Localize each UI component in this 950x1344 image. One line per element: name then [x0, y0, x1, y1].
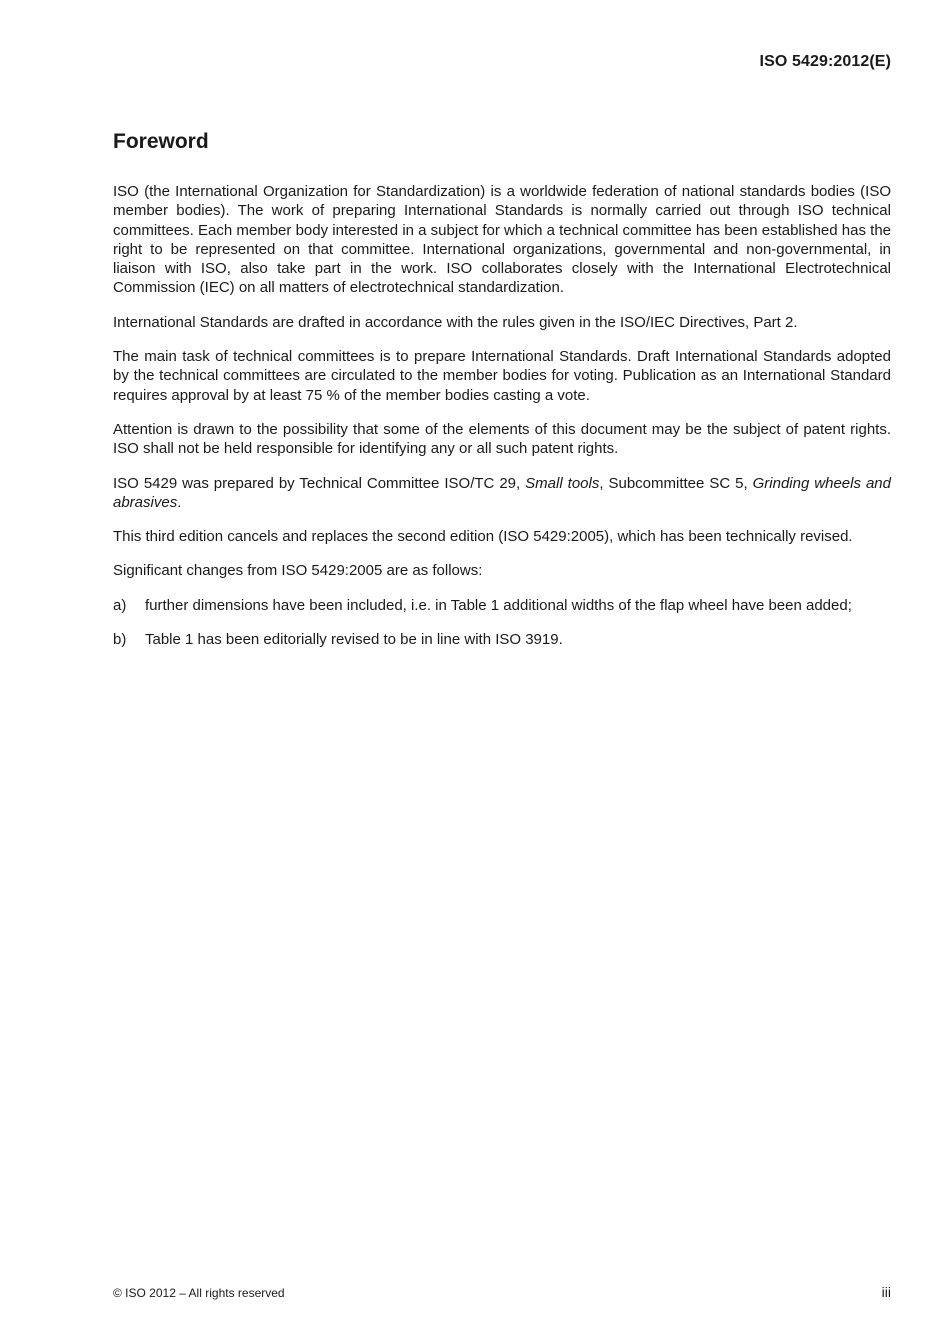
paragraph-changes-intro: Significant changes from ISO 5429:2005 are as follows: — [113, 562, 483, 580]
subcommittee-name: Grinding wheels and abrasives — [113, 474, 891, 511]
list-item-text: Table 1 has been editorially revised to be in line with ISO 3919. — [145, 631, 563, 649]
page-title: Foreword — [113, 130, 209, 153]
paragraph-iso-intro: ISO (the International Organization for Standardization) is a worldwide federation of national standards bodies (ISO member bodies). The work of preparing International Standards is normally carried out through ISO technical committees. Each member body interested in a subject for which a technical committee has been established has the right to be represented on that committee. International organizations, governmental and non-governmental, in liaison with ISO, also take part in the work. ISO collaborates closely with the International Electrotechnical Commission (IEC) on all matters of electrotechnical standardization. — [113, 183, 891, 297]
copyright-notice: © ISO 2012 – All rights reserved — [113, 1286, 285, 1300]
list-item — [113, 596, 891, 615]
paragraph-prepared-by — [113, 474, 891, 513]
paragraph-committees: The main task of technical committees is to prepare International Standards. Draft International Standards adopted by the technical committees are circulated to the member bodies for voting. Publication as an International Standard requires approval by at least 75 % of the member bodies casting a vote. — [113, 348, 891, 404]
prepared-by-text-3: . — [177, 493, 182, 511]
list-marker: b) — [113, 631, 127, 649]
document-id: ISO 5429:2012(E) — [759, 53, 891, 70]
committee-name: Small tools — [525, 474, 600, 492]
paragraph-edition: This third edition cancels and replaces the second edition (ISO 5429:2005), which has been technically revised. — [113, 528, 853, 546]
page-number: iii — [881, 1284, 891, 1300]
list-item-text: further dimensions have been included, i.e. in Table 1 additional widths of the flap wheel have been added; — [145, 596, 852, 614]
list-item — [113, 630, 891, 649]
paragraph-patents: Attention is drawn to the possibility that some of the elements of this document may be the subject of patent rights. ISO shall not be held responsible for identifying any or all such patent rights. — [113, 420, 891, 458]
list-marker: a) — [113, 596, 127, 614]
paragraph-directives: International Standards are drafted in accordance with the rules given in the ISO/IEC Directives, Part 2. — [113, 313, 798, 331]
foreword-body — [113, 182, 891, 664]
prepared-by-text-2: , Subcommittee SC 5, — [599, 474, 753, 492]
prepared-by-text-1: ISO 5429 was prepared by Technical Committee ISO/TC 29, — [113, 474, 526, 492]
